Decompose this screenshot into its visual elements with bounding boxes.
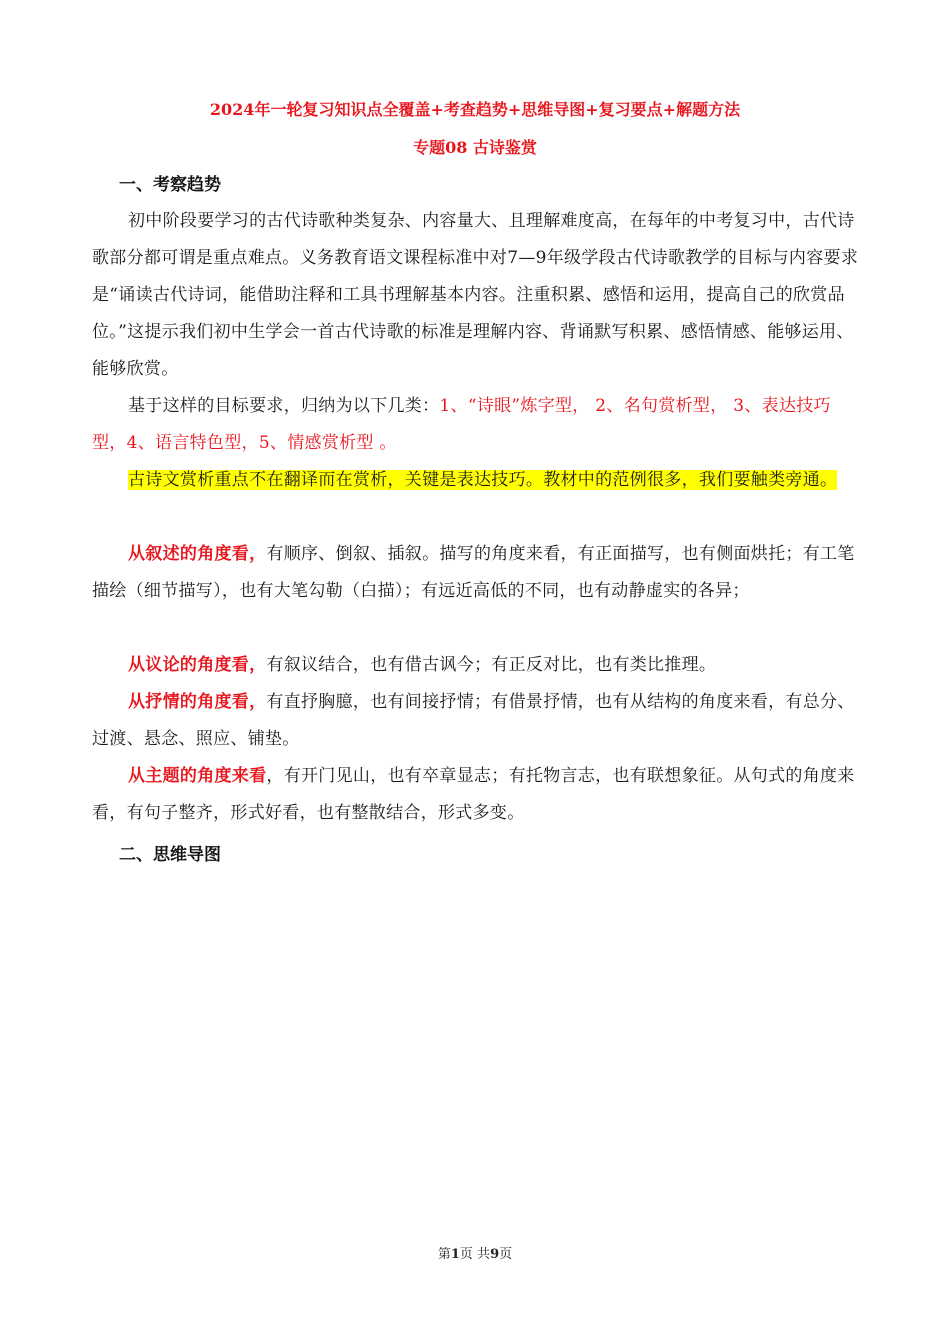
paragraph-key-point [92,462,862,499]
paragraph-lyric [92,684,862,758]
paragraph-types-lead: 基于这样的目标要求，归纳为以下几类： [128,396,440,416]
narration-text: 有顺序、倒叙、插叙。描写的角度来看，有正面描写，也有侧面烘托；有工笔描绘（细节描写），也有大笔勾勒（白描）；有远近高低的不同，也有动静虚实的各异； [92,544,855,601]
theme-text: ，有开门见山，也有卒章显志；有托物言志，也有联想象征。从句式的角度来看，有句子整齐，形式好看，也有整散结合，形式多变。 [92,766,855,823]
question-types-list: 1、“诗眼”炼字型， 2、名句赏析型， 3、表达技巧型，4、语言特色型，5、情感赏析型 。 [92,396,831,453]
argument-label: 从议论的角度看， [128,655,267,675]
lyric-text: 有直抒胸臆，也有间接抒情；有借景抒情，也有从结构的角度来看，有总分、过渡、悬念、照应、铺垫。 [92,692,855,749]
paragraph-types [92,388,862,462]
section-heading-trend: 一、考察趋势 [119,175,221,195]
footer-middle: 页 共 [459,1247,491,1262]
section-heading-mindmap: 二、思维导图 [119,845,221,865]
paragraph-theme [92,758,862,832]
paragraph-narration [92,536,862,610]
paragraph-argument [92,647,862,684]
document-title: 2024年一轮复习知识点全覆盖+考查趋势+思维导图+复习要点+解题方法 [209,100,741,119]
footer-prefix: 第 [437,1247,451,1262]
paragraph-intro [92,203,862,388]
argument-text: 有叙议结合，也有借古讽今；有正反对比，也有类比推理。 [266,655,717,675]
paragraph-intro-text: 初中阶段要学习的古代诗歌种类复杂、内容量大、且理解难度高，在每年的中考复习中，古代诗歌部分都可谓是重点难点。义务教育语文课程标准中对7—9年级学段古代诗歌教学的目标与内容要求是“诵读古代诗词，能借助注释和工具书理解基本内容。注重积累、感悟和运用，提高自己的欣赏品位。”这提示我们初中生学会一首古代诗歌的标准是理解内容、背诵默写积累、感悟情感、能够运用、能够欣赏。 [92,211,859,379]
theme-label: 从主题的角度来看 [128,766,267,786]
page-footer [0,1243,950,1262]
footer-total-pages: 9 [490,1247,500,1262]
lyric-label: 从抒情的角度看， [128,692,267,712]
highlighted-key-point: 古诗文赏析重点不在翻译而在赏析，关键是表达技巧。教材中的范例很多，我们要触类旁通。 [128,470,838,490]
document-subtitle: 专题08 古诗鉴赏 [413,138,537,157]
footer-suffix: 页 [499,1247,513,1262]
narration-label: 从叙述的角度看， [128,544,267,564]
footer-page-number: 1 [450,1247,460,1262]
